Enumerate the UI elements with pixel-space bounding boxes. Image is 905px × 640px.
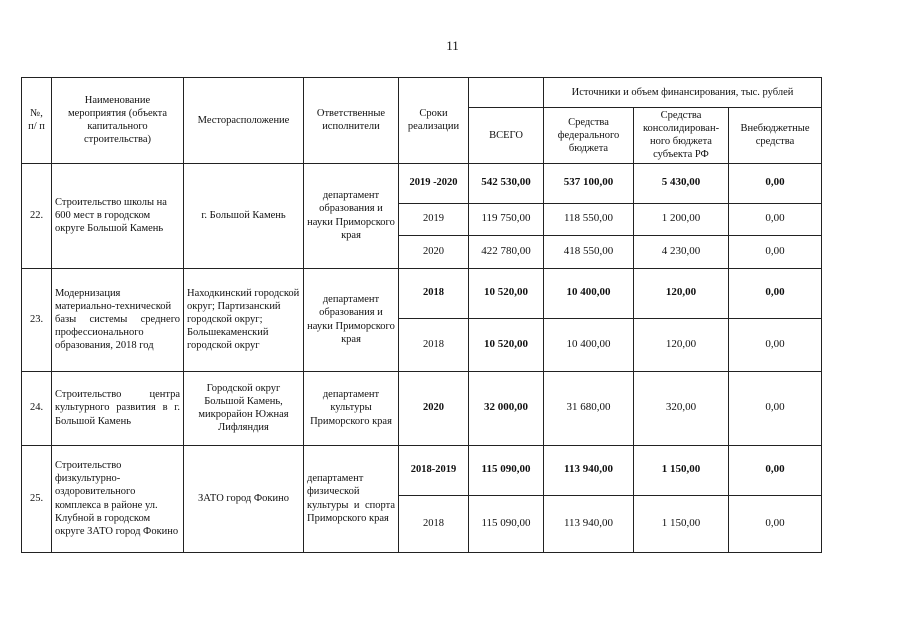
- header-total: ВСЕГО: [469, 108, 544, 164]
- row-name: Модернизация материально-технической базы системы среднего профессионального образования, 2018 год: [52, 268, 184, 371]
- row-total: 10 520,00: [469, 318, 544, 371]
- row-total: 32 000,00: [469, 371, 544, 445]
- row-executor: департамент образования и науки Приморского края: [304, 163, 399, 268]
- row-location: ЗАТО город Фокино: [184, 445, 304, 552]
- row-period: 2019: [399, 203, 469, 235]
- header-executors: Ответственные исполнители: [304, 78, 399, 164]
- row-location: г. Большой Камень: [184, 163, 304, 268]
- row-executor: департамент физической культуры и спорта Приморского края: [304, 445, 399, 552]
- header-period: Сроки реализации: [399, 78, 469, 164]
- row-federal: 113 940,00: [544, 495, 634, 552]
- table-row: [22, 163, 822, 203]
- row-federal: 118 550,00: [544, 203, 634, 235]
- row-period: 2018: [399, 268, 469, 318]
- row-federal: 10 400,00: [544, 268, 634, 318]
- row-federal: 10 400,00: [544, 318, 634, 371]
- row-extra: 0,00: [729, 495, 822, 552]
- header-funding-group: Источники и объем финансирования, тыс. рублей: [544, 78, 822, 108]
- row-total: 115 090,00: [469, 495, 544, 552]
- row-extra: 0,00: [729, 203, 822, 235]
- row-extra: 0,00: [729, 163, 822, 203]
- row-regional: 5 430,00: [634, 163, 729, 203]
- row-executor: департамент культуры Приморского края: [304, 371, 399, 445]
- row-extra: 0,00: [729, 318, 822, 371]
- row-num: 24.: [22, 371, 52, 445]
- financing-table: [21, 77, 822, 553]
- row-federal: 113 940,00: [544, 445, 634, 495]
- row-period: 2018-2019: [399, 445, 469, 495]
- header-location: Месторасположение: [184, 78, 304, 164]
- page-number: 11: [446, 38, 459, 53]
- row-extra: 0,00: [729, 268, 822, 318]
- row-period: 2019 -2020: [399, 163, 469, 203]
- row-executor: департамент образования и науки Приморского края: [304, 268, 399, 371]
- row-regional: 1 200,00: [634, 203, 729, 235]
- row-total: 10 520,00: [469, 268, 544, 318]
- header-row: [22, 78, 822, 108]
- row-regional: 320,00: [634, 371, 729, 445]
- row-period: 2020: [399, 235, 469, 268]
- row-total: 422 780,00: [469, 235, 544, 268]
- row-name: Строительство центра культурного развития в г. Большой Камень: [52, 371, 184, 445]
- row-period: 2020: [399, 371, 469, 445]
- row-total: 542 530,00: [469, 163, 544, 203]
- row-federal: 418 550,00: [544, 235, 634, 268]
- row-name: Строительство физкультурно-оздоровительного комплекса в районе ул. Клубной в городском округе ЗАТО город Фокино: [52, 445, 184, 552]
- header-extra: Внебюджетные средства: [729, 108, 822, 164]
- row-num: 22.: [22, 163, 52, 268]
- row-extra: 0,00: [729, 235, 822, 268]
- row-regional: 120,00: [634, 268, 729, 318]
- row-federal: 31 680,00: [544, 371, 634, 445]
- header-name: Наименование мероприятия (объекта капитального строительства): [52, 78, 184, 164]
- header-federal: Средства федерального бюджета: [544, 108, 634, 164]
- row-num: 25.: [22, 445, 52, 552]
- table-row: [22, 268, 822, 318]
- row-regional: 1 150,00: [634, 445, 729, 495]
- row-federal: 537 100,00: [544, 163, 634, 203]
- row-period: 2018: [399, 318, 469, 371]
- row-location: Городской округ Большой Камень, микрорайон Южная Лифляндия: [184, 371, 304, 445]
- row-total: 115 090,00: [469, 445, 544, 495]
- header-num: №, п/ п: [22, 78, 52, 164]
- row-extra: 0,00: [729, 445, 822, 495]
- table-row: [22, 445, 822, 495]
- row-num: 23.: [22, 268, 52, 371]
- row-regional: 4 230,00: [634, 235, 729, 268]
- row-name: Строительство школы на 600 мест в городском округе Большой Камень: [52, 163, 184, 268]
- row-total: 119 750,00: [469, 203, 544, 235]
- row-period: 2018: [399, 495, 469, 552]
- row-regional: 120,00: [634, 318, 729, 371]
- table-row: [22, 371, 822, 445]
- row-regional: 1 150,00: [634, 495, 729, 552]
- header-blank: [469, 78, 544, 108]
- header-regional: Средства консолидирован-ного бюджета субъекта РФ: [634, 108, 729, 164]
- row-extra: 0,00: [729, 371, 822, 445]
- row-location: Находкинский городской округ; Партизанский городской округ; Большекаменский городской округ: [184, 268, 304, 371]
